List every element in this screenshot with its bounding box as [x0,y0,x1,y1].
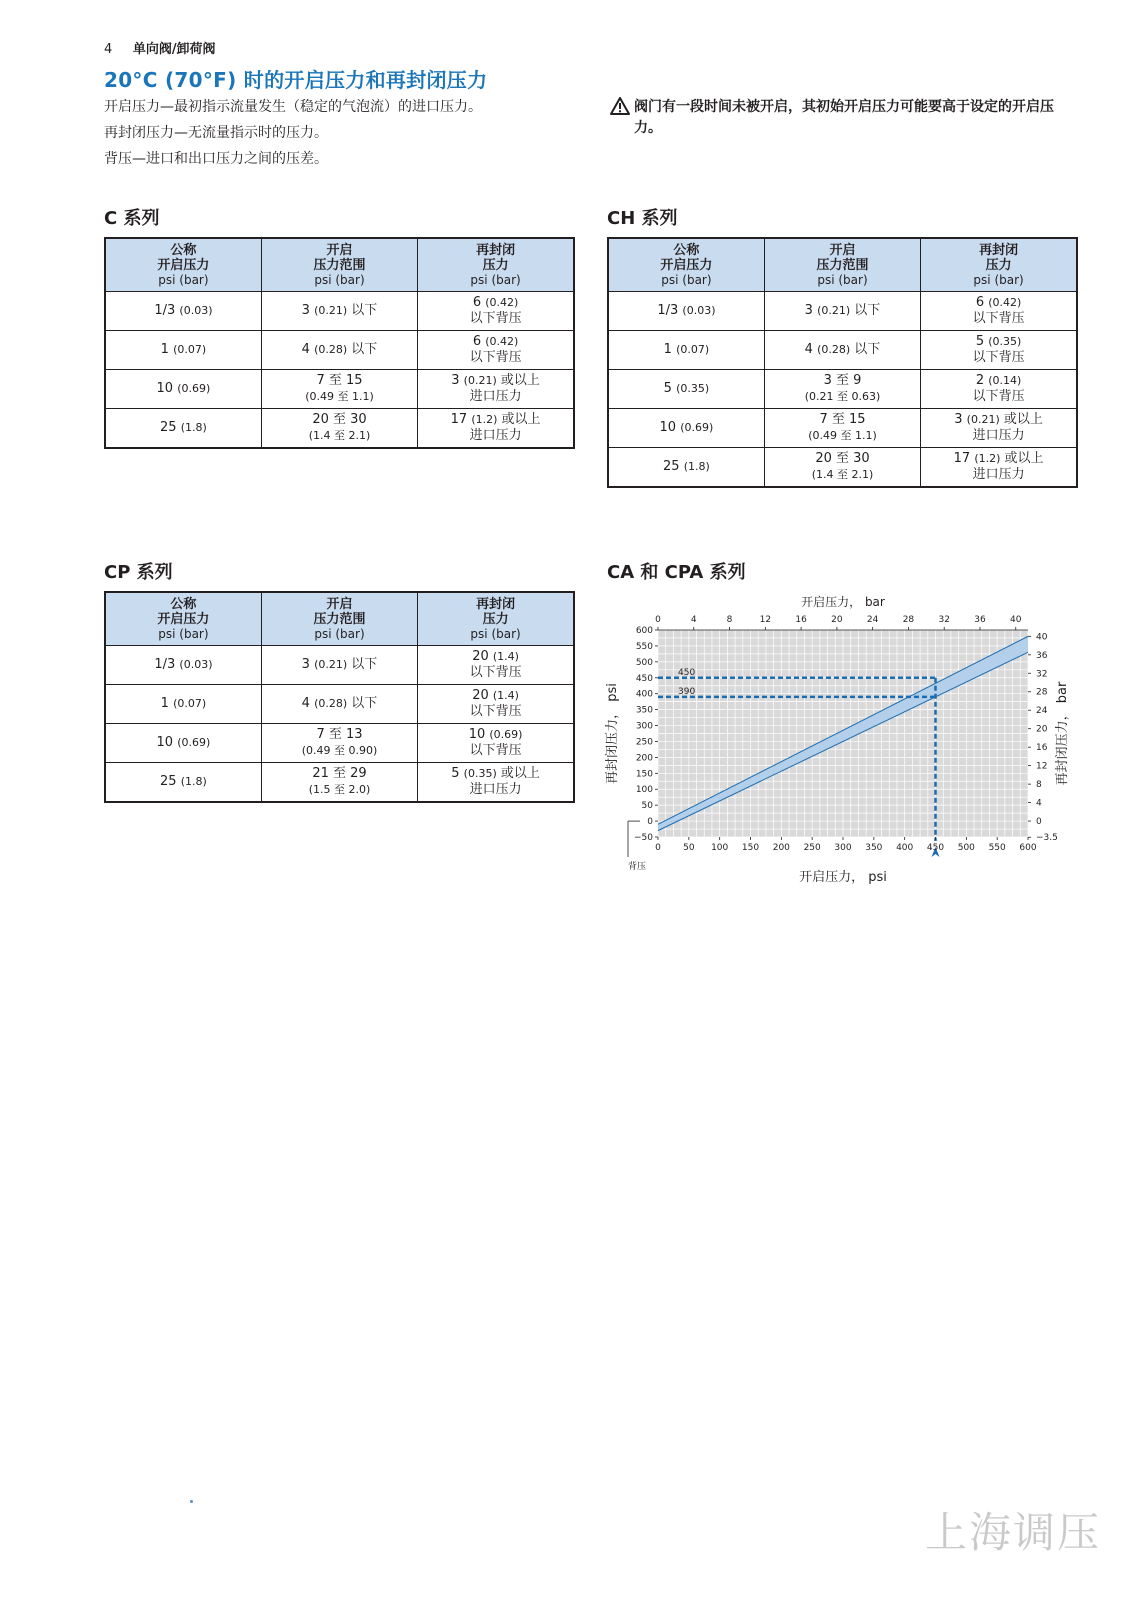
top-x-tick-label: 4 [690,615,697,625]
top-x-tick-label: 8 [726,615,733,625]
column-header-1 [608,238,764,292]
right-y-tick-label: −3.5 [1036,833,1058,844]
cell-line: 进口压力 [469,428,522,443]
cell-line: 17 (1.2) 或以上 [953,451,1044,466]
cell-line: 4 (0.28) 以下 [301,696,378,711]
cp-series-title: CP 系列 [104,562,173,583]
header-line: psi (bar) [314,273,365,287]
header-line: 开启 [326,597,353,612]
header-line: psi (bar) [158,273,209,287]
header-line: 再封闭 [979,243,1019,258]
table-row [105,763,574,803]
reseal-pressure-cell [418,331,574,370]
header-line: 开启 [326,243,353,258]
nominal-pressure-cell: 1/3 (0.03) [608,292,764,331]
nominal-pressure-cell: 1/3 (0.03) [105,292,261,331]
header-line: psi (bar) [661,273,712,287]
x-tick-label: 250 [803,843,821,853]
cell-line: 以下背压 [469,665,522,680]
column-header-2 [261,592,417,646]
cracking-range-cell [764,448,920,488]
cell-line: 以下背压 [469,704,522,719]
cracking-range-cell [261,331,417,370]
reseal-pressure-cell [921,292,1077,331]
cell-line: 7 至 15 [316,373,363,388]
section-name: 单向阀/卸荷阀 [132,42,216,57]
reseal-pressure-cell [418,685,574,724]
cell-line: 3 (0.21) 以下 [301,657,378,672]
table-row [105,370,574,409]
right-y-tick-label: 12 [1036,761,1048,772]
table-row [105,409,574,449]
cell-line: 20 (1.4) [472,688,519,703]
cell-line: 以下背压 [972,389,1025,404]
cell-line: 5 (0.35) [975,334,1022,349]
header-line: 开启压力 [660,258,713,273]
nominal-pressure-cell: 5 (0.35) [608,370,764,409]
header-line: psi (bar) [470,627,521,641]
cracking-range-cell [261,292,417,331]
cell-line: 3 (0.21) 以下 [301,303,378,318]
y-tick-label: 550 [635,641,653,652]
reseal-pressure-cell [418,646,574,685]
table-row [608,331,1077,370]
table-row [105,685,574,724]
cracking-range-cell [764,370,920,409]
page-header [104,38,216,57]
header-line: 公称 [170,597,197,612]
right-y-tick-label: 20 [1036,724,1048,735]
cell-line: 3 (0.21) 或以上 [954,412,1043,427]
table-row [105,724,574,763]
header-line: psi (bar) [470,273,521,287]
right-y-tick-label: 32 [1036,669,1048,680]
ch-series-table [607,237,1078,488]
cracking-range-cell [261,724,417,763]
cell-line: 6 (0.42) [975,295,1022,310]
x-tick-label: 200 [772,843,790,853]
nominal-pressure-cell: 10 (0.69) [105,370,261,409]
table-row [608,409,1077,448]
header-line: 再封闭 [476,597,516,612]
top-x-tick-label: 36 [974,615,986,625]
right-y-tick-label: 24 [1036,706,1048,717]
column-header-2 [764,238,920,292]
x-tick-label: 500 [957,843,975,853]
top-x-tick-label: 16 [795,615,807,625]
x-tick-label: 0 [655,843,661,853]
right-y-tick-label: 28 [1036,687,1048,698]
x-tick-label: 550 [988,843,1006,853]
header-line: 压力范围 [313,258,366,273]
cell-line: 3 (0.21) 或以上 [451,373,540,388]
header-line: 开启压力 [157,612,210,627]
cell-line: (1.4 至 2.1) [811,468,874,481]
y-tick-label: 200 [635,753,653,764]
cell-line: 7 至 13 [316,727,363,742]
nominal-pressure-cell: 25 (1.8) [608,448,764,488]
column-header-3 [418,592,574,646]
cell-line: 4 (0.28) 以下 [301,342,378,357]
top-x-tick-label: 40 [1010,615,1022,625]
x-tick-label: 600 [1019,843,1037,853]
cell-line: 20 至 30 [312,412,367,427]
cell-line: (0.49 至 1.1) [808,429,877,442]
y-tick-label: 300 [635,721,653,732]
table-row [608,448,1077,488]
y-tick-label: 350 [635,705,653,716]
x-tick-label: 50 [683,843,695,853]
example-label-upper: 450 [678,667,696,678]
x-tick-label: 150 [741,843,760,853]
top-x-tick-label: 32 [938,615,950,625]
header-line: 公称 [170,243,197,258]
header-line: psi (bar) [817,273,868,287]
c-series-title: C 系列 [104,208,160,229]
cell-line: (1.4 至 2.1) [308,429,371,442]
y-tick-label: 250 [635,737,653,748]
y-tick-label: 0 [647,817,653,828]
cell-line: 20 (1.4) [472,649,519,664]
cell-line: 进口压力 [469,782,522,797]
cell-line: (0.21 至 0.63) [804,390,881,403]
ch-series-title: CH 系列 [607,208,678,229]
c-series-table [104,237,575,449]
y-tick-label: 100 [635,785,653,796]
cracking-range-cell [764,292,920,331]
cell-line: (0.49 至 0.90) [301,744,378,757]
reseal-pressure-cell [921,331,1077,370]
cell-line: 6 (0.42) [472,334,519,349]
nominal-pressure-cell: 1 (0.07) [105,331,261,370]
table-row [105,331,574,370]
right-y-tick-label: 16 [1036,743,1048,754]
header-line: 再封闭 [476,243,516,258]
right-y-tick-label: 8 [1036,780,1042,791]
y-tick-label: 150 [635,769,653,780]
cracking-range-cell [261,685,417,724]
column-header-3 [921,238,1077,292]
nominal-pressure-cell: 1/3 (0.03) [105,646,261,685]
y-tick-label: 500 [635,657,653,668]
cracking-range-cell [261,409,417,449]
x-tick-label: 300 [834,843,852,853]
cell-line: 20 至 30 [815,451,870,466]
header-line: 压力 [482,612,509,627]
header-line: 开启 [829,243,856,258]
warning-icon [610,97,634,139]
top-x-tick-label: 12 [759,615,772,625]
cp-series-table [104,591,575,803]
header-row [105,238,574,292]
cell-line: 以下背压 [469,350,522,365]
reseal-pressure-cell [921,370,1077,409]
cell-line: 以下背压 [469,311,522,326]
reseal-pressure-cell [418,763,574,803]
page-title: 20°C (70°F) 时的开启压力和再封闭压力 [104,68,488,92]
cracking-range-cell [261,646,417,685]
column-header-2 [261,238,417,292]
header-line: 压力范围 [313,612,366,627]
ca-cpa-chart [600,590,1080,890]
cell-line: 4 (0.28) 以下 [804,342,881,357]
cell-line: 3 至 9 [823,373,862,388]
cracking-range-cell [764,331,920,370]
reseal-pressure-cell [418,370,574,409]
definition-reseal: 再封闭压力—无流量指示时的压力。 [104,125,328,141]
reseal-pressure-cell [418,292,574,331]
y-tick-label: −50 [634,833,653,843]
table-row [608,370,1077,409]
top-x-tick-label: 20 [831,615,843,625]
header-row [608,238,1077,292]
cell-line: 21 至 29 [312,766,367,781]
table-row [105,292,574,331]
cell-line: 6 (0.42) [472,295,519,310]
cell-line: 10 (0.69) [468,727,523,742]
nominal-pressure-cell: 10 (0.69) [105,724,261,763]
page-number: 4 [104,42,113,57]
nominal-pressure-cell: 1 (0.07) [105,685,261,724]
warning-text: 阀门有一段时间未被开启，其初始开启压力可能要高于设定的开启压力。 [634,99,1054,136]
x-tick-label: 100 [711,843,729,853]
right-y-tick-label: 4 [1036,798,1042,809]
top-x-tick-label: 0 [655,615,661,625]
decorative-dot [190,1500,193,1503]
header-row [105,592,574,646]
y-axis-label: 再封闭压力， psi [605,683,620,784]
ca-cpa-series-title: CA 和 CPA 系列 [607,562,746,583]
y-tick-label: 400 [635,689,653,700]
header-line: 公称 [673,243,700,258]
reseal-pressure-cell [921,409,1077,448]
definitions [104,94,482,172]
y-tick-label: 450 [635,673,653,684]
cell-line: (1.5 至 2.0) [308,783,371,796]
top-x-tick-label: 24 [866,615,879,625]
nominal-pressure-cell: 1 (0.07) [608,331,764,370]
cell-line: 以下背压 [469,743,522,758]
x-axis-label: 开启压力， psi [799,870,887,885]
right-y-tick-label: 40 [1036,632,1048,643]
nominal-pressure-cell: 10 (0.69) [608,409,764,448]
example-label-lower: 390 [678,686,696,697]
cracking-range-cell [261,370,417,409]
reseal-pressure-cell [921,448,1077,488]
x-tick-label: 400 [896,843,914,853]
cell-line: 5 (0.35) 或以上 [451,766,540,781]
column-header-3 [418,238,574,292]
cell-line: 进口压力 [972,428,1025,443]
cell-line: 进口压力 [469,389,522,404]
column-header-1 [105,238,261,292]
top-x-axis-label: 开启压力， bar [801,595,885,609]
y-tick-label: 50 [641,801,653,812]
right-y-axis-label: 再封闭压力， bar [1055,681,1070,786]
cell-line: 17 (1.2) 或以上 [450,412,541,427]
definition-cracking: 开启压力—最初指示流量发生（稳定的气泡流）的进口压力。 [104,99,482,115]
back-pressure-label: 背压 [628,862,647,872]
right-y-tick-label: 36 [1036,650,1048,661]
cell-line: 以下背压 [972,311,1025,326]
header-line: 压力 [985,258,1012,273]
right-y-tick-label: 0 [1036,817,1042,828]
cracking-range-cell [764,409,920,448]
nominal-pressure-cell: 25 (1.8) [105,763,261,803]
x-tick-label: 450 [926,843,945,853]
x-tick-label: 350 [865,843,883,853]
header-line: 压力范围 [816,258,869,273]
column-header-1 [105,592,261,646]
header-line: psi (bar) [973,273,1024,287]
reseal-pressure-cell [418,724,574,763]
y-tick-label: 600 [635,626,653,636]
header-line: psi (bar) [158,627,209,641]
cracking-range-cell [261,763,417,803]
cell-line: 2 (0.14) [975,373,1022,388]
watermark: 上海调压 [924,1508,1101,1557]
header-line: 压力 [482,258,509,273]
cell-line: (0.49 至 1.1) [305,390,374,403]
definition-backpressure: 背压—进口和出口压力之间的压差。 [104,151,328,167]
cell-line: 进口压力 [972,467,1025,482]
cell-line: 3 (0.21) 以下 [804,303,881,318]
top-x-tick-label: 28 [902,615,915,625]
cell-line: 以下背压 [972,350,1025,365]
table-row [105,646,574,685]
cell-line: 7 至 15 [819,412,866,427]
warning-note [610,97,1080,139]
header-line: 开启压力 [157,258,210,273]
reseal-pressure-cell [418,409,574,449]
header-line: psi (bar) [314,627,365,641]
nominal-pressure-cell: 25 (1.8) [105,409,261,449]
table-row [608,292,1077,331]
